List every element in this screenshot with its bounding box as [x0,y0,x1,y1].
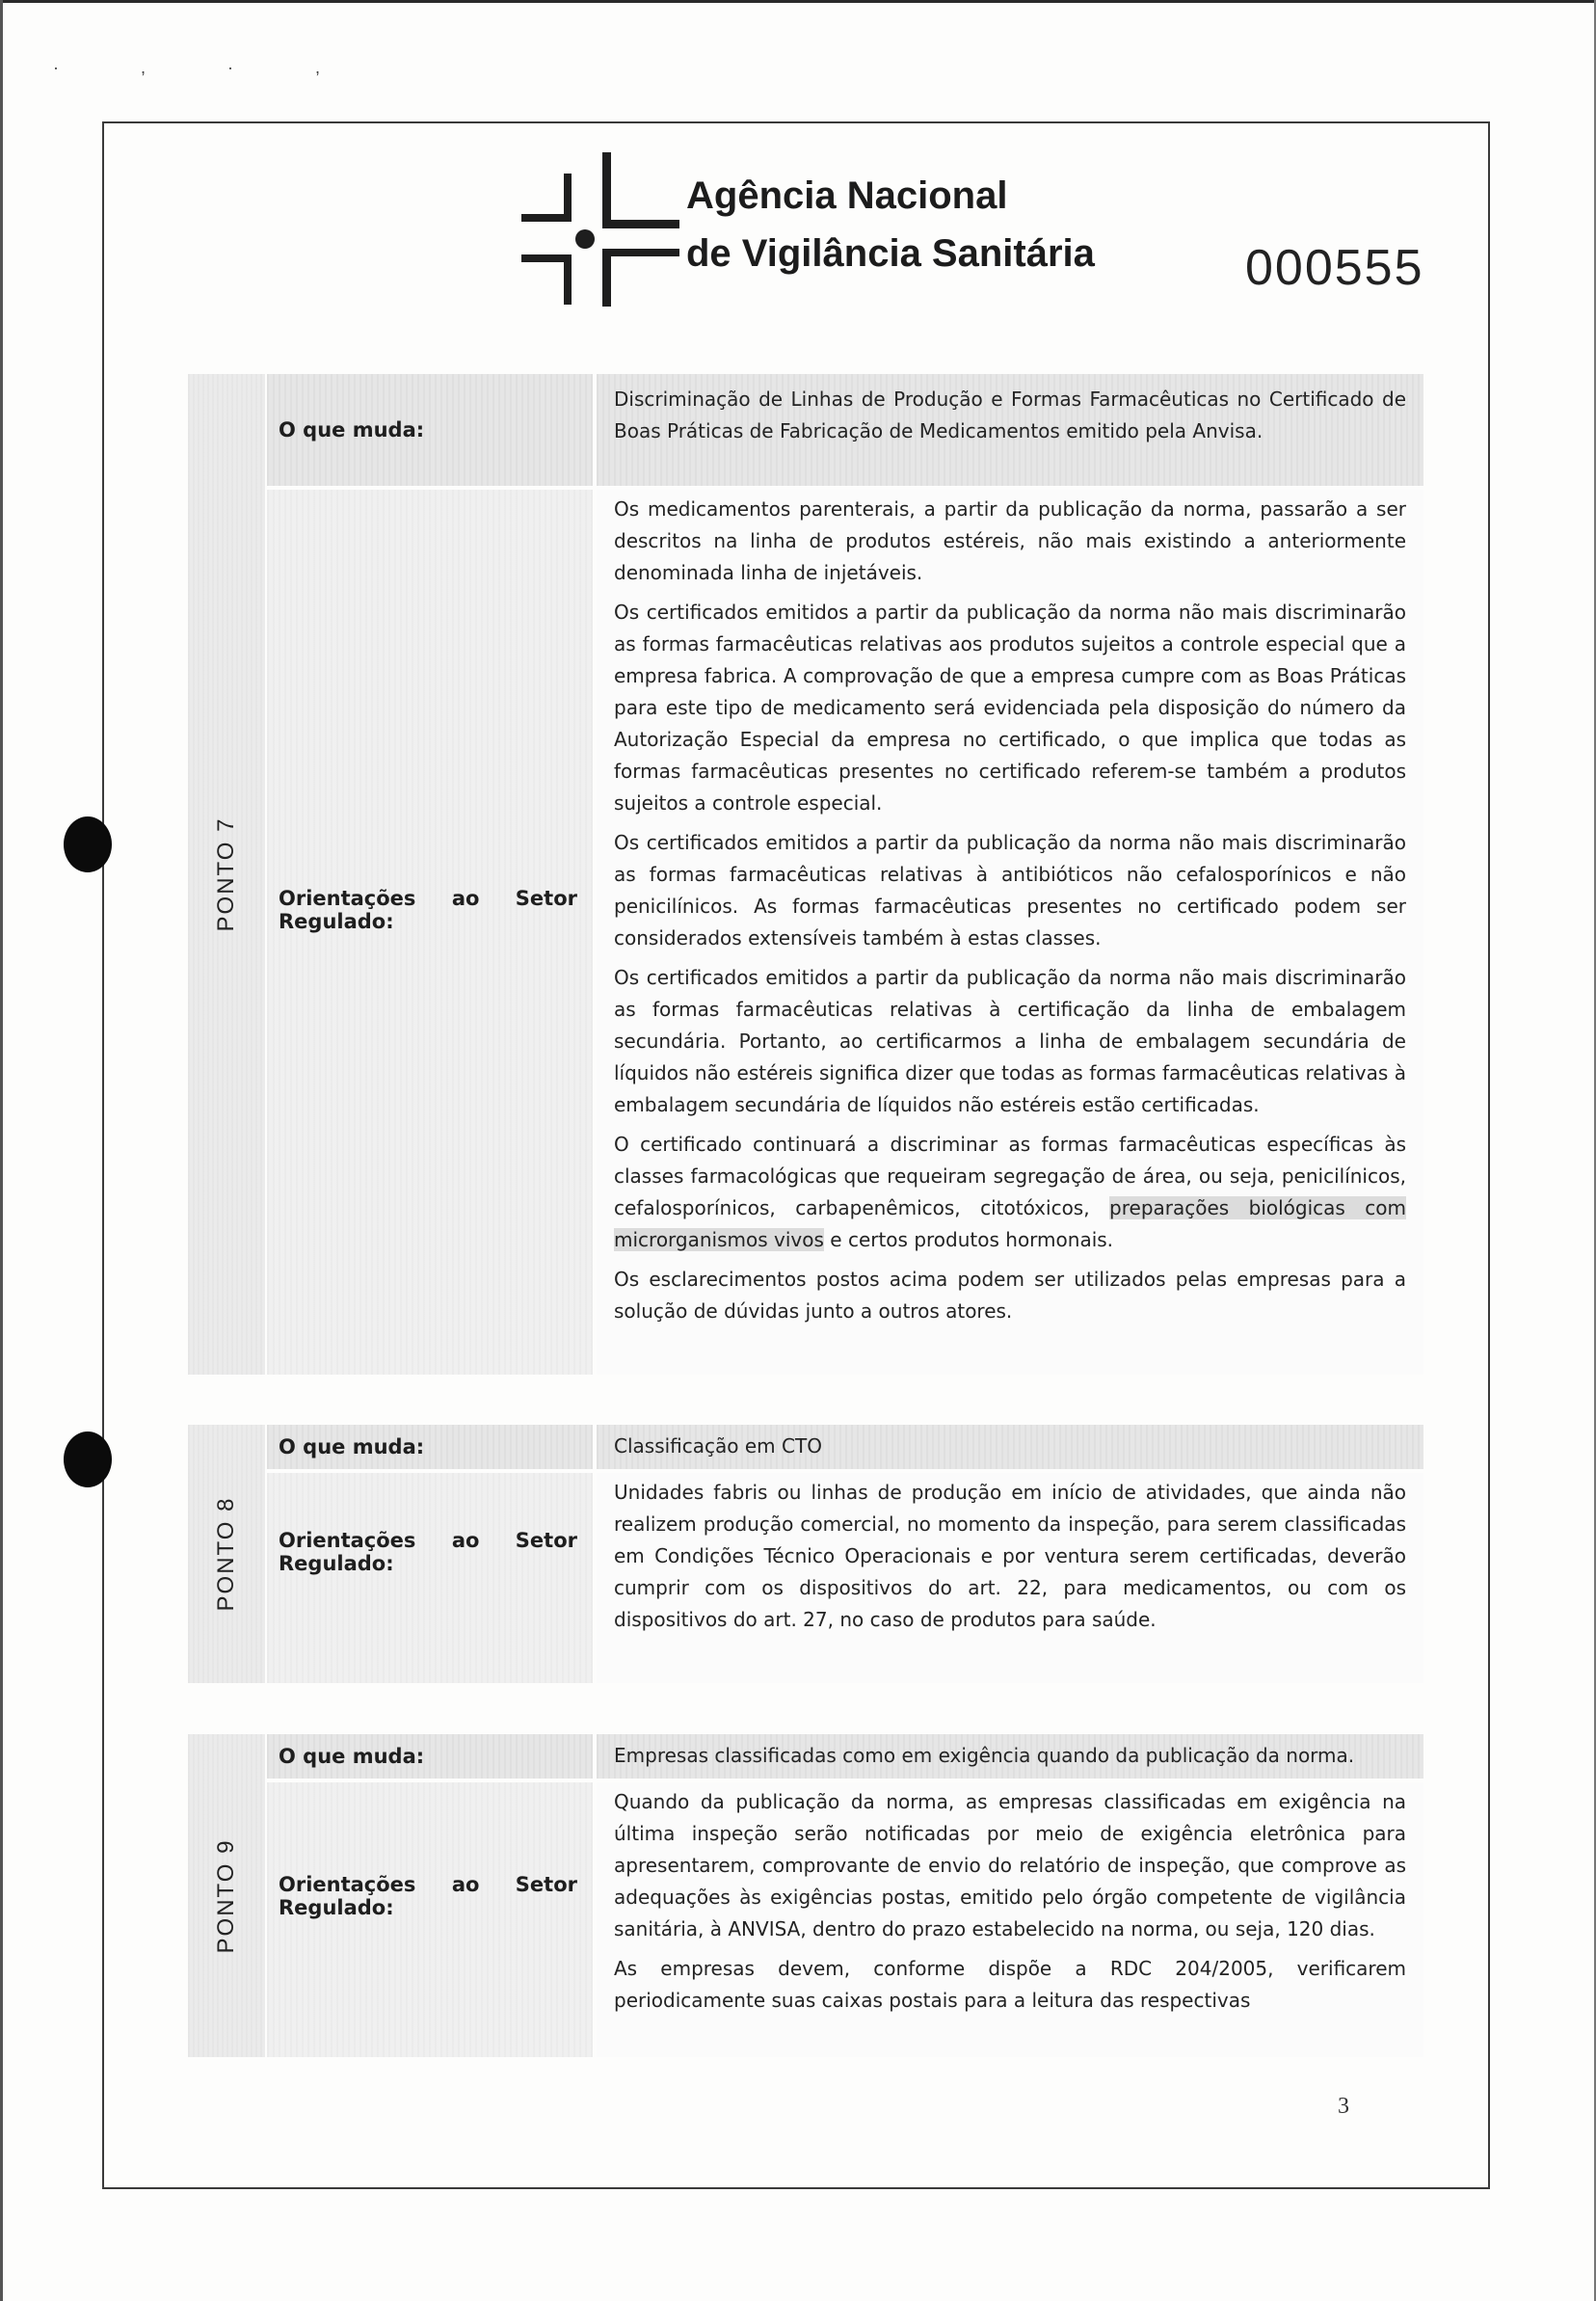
ponto-strip [188,374,265,1375]
what-changes-text [597,1734,1423,1779]
orientation-word-3: Setor [515,887,577,910]
scan-specks: · , · , [53,58,359,77]
orientation-paragraph: As empresas devem, conforme dispõe a RDC 204/2005, verificarem periodicamente suas caixas postais para a leitura das respectivas [614,1957,1406,2012]
highlighted-text: preparações biológicas com microrganismos vivos [614,1196,1406,1251]
orientation-label [267,1473,593,1683]
paragraph-text: e certos produtos hormonais. [823,1228,1114,1251]
paragraph-text: O certificado continuará a discriminar as formas farmacêuticas específicas às classes farmacológicas que requeiram segregação de área, ou seja, penicilínicos, cefalosporínicos, carbapenêmicos, citotóxicos, [614,1133,1406,1219]
ponto-strip [188,1425,265,1683]
page-number: 3 [1338,2094,1349,2119]
what-changes-label [267,1425,593,1469]
orientation-paragraph: Unidades fabris ou linhas de produção em início de atividades, que ainda não realizem produção comercial, no momento da inspeção, para serem classificadas em Condições Técnico Operacionais e por ventura serem certificadas, deverão cumprir com os dispositivos do art. 22, para medicamentos, ou com os dispositivos do art. 27, no caso de produtos para saúde. [614,1481,1406,1631]
orientation-paragraph: Os certificados emitidos a partir da publicação da norma não mais discriminarão as formas farmacêuticas relativas à certificação da linha de embalagem secundária. Portanto, ao certificarmos a linha de embalagem secundária de líquidos não estéreis significa dizer que todas as formas farmacêuticas relativas à embalagem secundária de líquidos não estéreis estão certificadas. [614,966,1406,1116]
orientation-paragraph: Os certificados emitidos a partir da publicação da norma não mais discriminarão as formas farmacêuticas relativas à antibióticos não cefalosporínicos e não penicilínicos. As formas farmacêuticas presentes no certificado podem ser considerados extensíveis também à estas classes. [614,831,1406,950]
orientation-paragraph: Os medicamentos parenterais, a partir da publicação da norma, passarão a ser descritos na linha de produtos estéreis, não mais existindo a anteriormente denominada linha de injetáveis. [614,497,1406,584]
orientation-paragraph: Os esclarecimentos postos acima podem ser utilizados pelas empresas para a solução de dúvidas junto a outros atores. [614,1268,1406,1323]
what-changes-label-text: O que muda: [279,1435,425,1458]
what-changes-text [597,1425,1423,1469]
ponto-label: PONTO 7 [213,816,239,932]
document-number: 000555 [1245,240,1424,296]
agency-name [686,171,1095,279]
orientation-word-1: Orientações [279,1873,416,1896]
what-changes-value: Classificação em CTO [614,1434,822,1458]
orientation-word-3: Setor [515,1873,577,1896]
section-ponto-7 [188,374,1423,1375]
section-ponto-8 [188,1425,1423,1683]
section-ponto-9 [188,1734,1423,2057]
what-changes-value: Discriminação de Linhas de Produção e Formas Farmacêuticas no Certificado de Boas Práticas de Fabricação de Medicamentos emitido pela Anvisa. [614,388,1406,442]
agency-line-2: de Vigilância Sanitária [686,232,1095,275]
orientation-word-3: Setor [515,1529,577,1552]
ponto-label: PONTO 8 [213,1496,239,1612]
orientation-text [597,1782,1423,2057]
scan-edge [0,0,1596,3]
punch-hole [64,816,112,872]
ponto-strip [188,1734,265,2057]
orientation-paragraph [614,1129,1406,1256]
scan-edge [0,0,3,2301]
punch-hole [64,1431,112,1487]
orientation-label [267,490,593,1375]
what-changes-label-text: O que muda: [279,418,425,441]
orientation-word-1: Orientações [279,1529,416,1552]
orientation-word-4: Regulado: [279,1552,394,1575]
orientation-label [267,1782,593,2057]
agency-line-1: Agência Nacional [686,174,1008,217]
orientation-paragraph: Os certificados emitidos a partir da publicação da norma não mais discriminarão as formas farmacêuticas relativas aos produtos sujeitos a controle especial que a empresa fabrica. A comprovação de que a empresa cumpre com as Boas Práticas para este tipo de medicamento será evidenciada pela disposição do número da Autorização Especial da empresa no certificado, o que implica que todas as formas farmacêuticas presentes no certificado referem-se também a produtos sujeitos a controle especial. [614,601,1406,815]
orientation-word-2: ao [451,1873,480,1896]
orientation-word-4: Regulado: [279,1896,394,1919]
what-changes-label [267,1734,593,1779]
orientation-text [597,490,1423,1375]
orientation-paragraph: Quando da publicação da norma, as empresas classificadas em exigência na última inspeção serão notificadas por meio de exigência eletrônica para apresentarem, comprovante de envio do relatório de inspeção, que comprove as adequações às exigências postas, emitido pelo órgão competente de vigilância sanitária, à ANVISA, dentro do prazo estabelecido na norma, ou seja, 120 dias. [614,1790,1406,1940]
what-changes-text [597,374,1423,486]
what-changes-label [267,374,593,486]
orientation-text [597,1473,1423,1683]
anvisa-logo-icon [496,145,679,308]
what-changes-label-text: O que muda: [279,1745,425,1768]
orientation-word-1: Orientações [279,887,416,910]
orientation-word-2: ao [451,1529,480,1552]
orientation-word-2: ao [451,887,480,910]
orientation-word-4: Regulado: [279,910,394,933]
ponto-label: PONTO 9 [213,1838,239,1953]
what-changes-value: Empresas classificadas como em exigência quando da publicação da norma. [614,1744,1355,1767]
